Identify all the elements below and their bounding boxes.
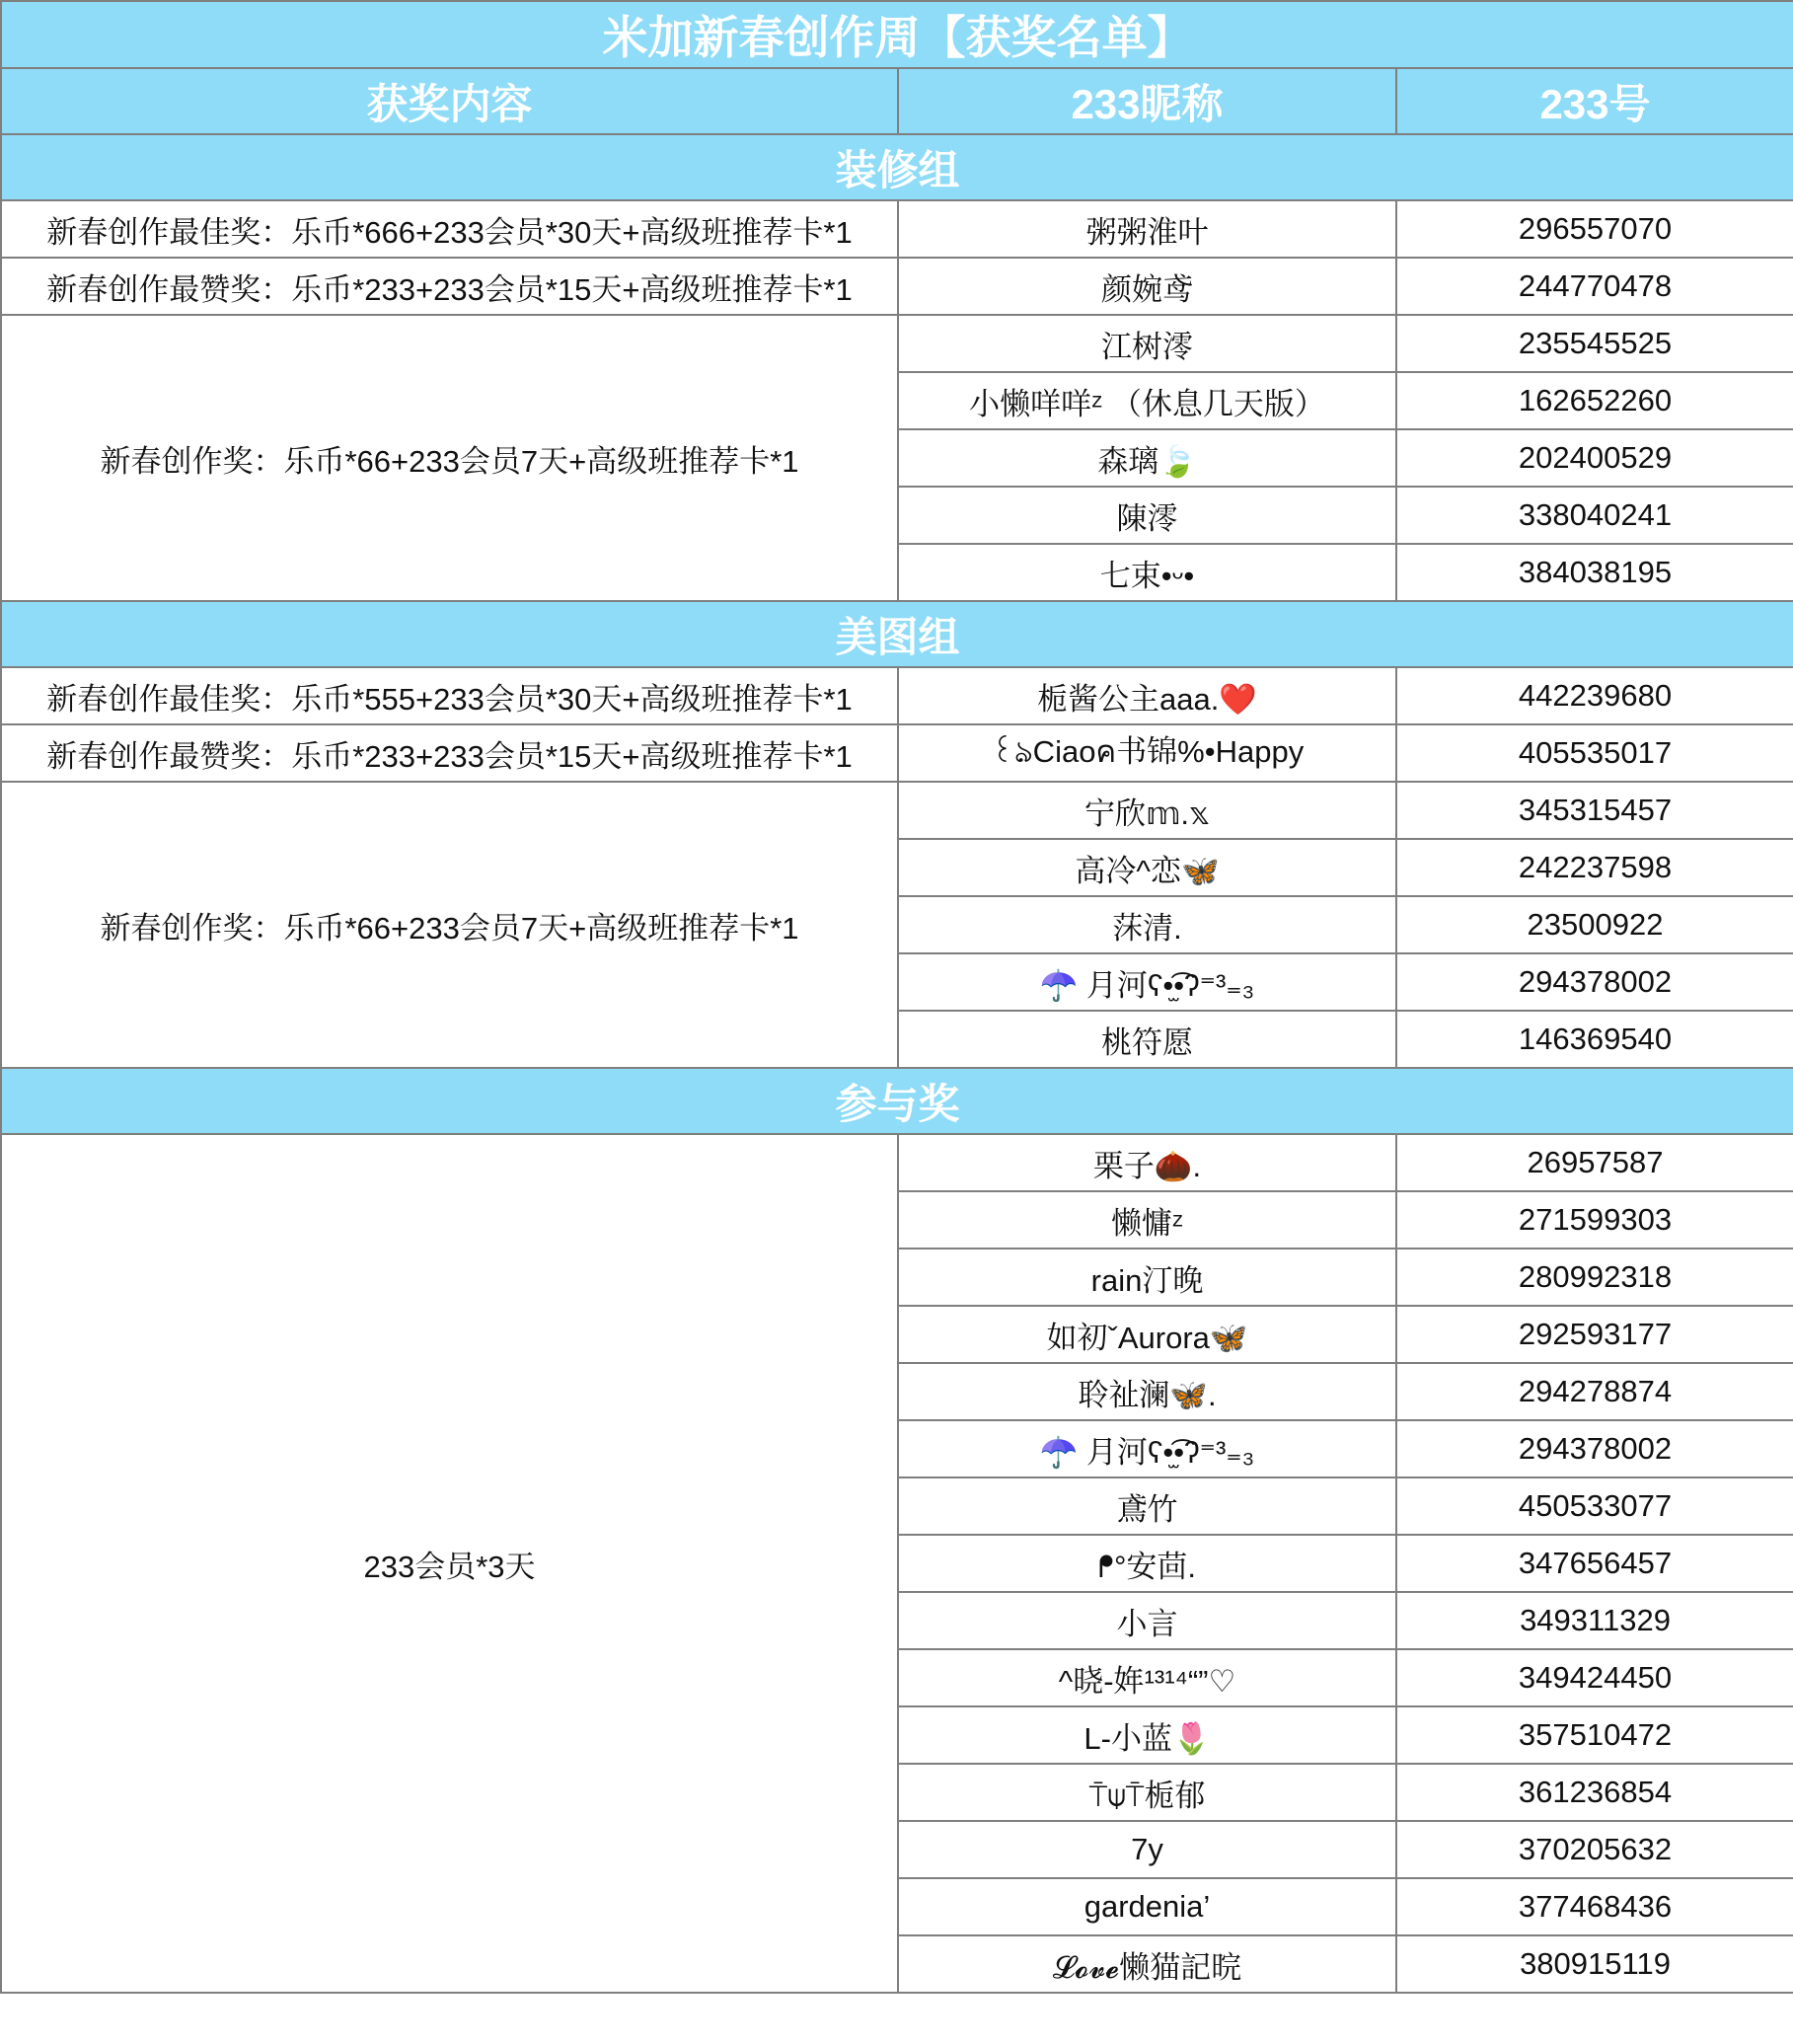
- nickname-cell: gardenia’: [898, 1878, 1396, 1935]
- nickname-cell: 小言: [898, 1592, 1396, 1649]
- nickname-cell: 如初ˇAurora🦋: [898, 1306, 1396, 1363]
- nickname-cell: 鳶竹: [898, 1477, 1396, 1535]
- nickname-cell: 宁欣𝕞.𝕩: [898, 782, 1396, 839]
- id-cell: 405535017: [1396, 724, 1793, 782]
- table-row: [1, 315, 1793, 372]
- id-cell: 244770478: [1396, 258, 1793, 315]
- group-title: 参与奖: [1, 1068, 1793, 1134]
- nickname-cell: ☂️ 月河ʕ•̫͡•ʔ⁼³₌₃: [898, 1420, 1396, 1477]
- id-cell: 146369540: [1396, 1011, 1793, 1068]
- id-cell: 384038195: [1396, 544, 1793, 601]
- nickname-cell: 七束•ᵕ•: [898, 544, 1396, 601]
- id-cell: 338040241: [1396, 487, 1793, 544]
- prize-cell: 新春创作最佳奖：乐币*555+233会员*30天+高级班推荐卡*1: [1, 667, 898, 724]
- id-cell: 162652260: [1396, 372, 1793, 429]
- nickname-cell: 粥粥淮叶: [898, 200, 1396, 258]
- id-cell: 202400529: [1396, 429, 1793, 487]
- group-row: [1, 601, 1793, 667]
- id-cell: 280992318: [1396, 1249, 1793, 1306]
- id-cell: 296557070: [1396, 200, 1793, 258]
- nickname-cell: rain汀晚: [898, 1249, 1396, 1306]
- id-cell: 361236854: [1396, 1764, 1793, 1821]
- group-row: [1, 1068, 1793, 1134]
- id-cell: 347656457: [1396, 1535, 1793, 1592]
- group-row: [1, 134, 1793, 200]
- nickname-cell: ⍑⍦⍑栀郁: [898, 1764, 1396, 1821]
- header-row: [1, 68, 1793, 134]
- id-cell: 292593177: [1396, 1306, 1793, 1363]
- nickname-cell: 森璃🍃: [898, 429, 1396, 487]
- header-id: 233号: [1396, 68, 1793, 134]
- table-row: [1, 200, 1793, 258]
- prize-cell: 233会员*3天: [1, 1134, 898, 1993]
- id-cell: 294378002: [1396, 1420, 1793, 1477]
- nickname-cell: 栀酱公主aaa.❤️: [898, 667, 1396, 724]
- table-row: [1, 667, 1793, 724]
- id-cell: 26957587: [1396, 1134, 1793, 1191]
- nickname-cell: 莯清.: [898, 896, 1396, 953]
- table-row: [1, 724, 1793, 782]
- prize-cell: 新春创作最赞奖：乐币*233+233会员*15天+高级班推荐卡*1: [1, 724, 898, 782]
- prize-cell: 新春创作奖：乐币*66+233会员7天+高级班推荐卡*1: [1, 782, 898, 1068]
- id-cell: 370205632: [1396, 1821, 1793, 1878]
- title-row: [1, 1, 1793, 68]
- prize-cell: 新春创作最赞奖：乐币*233+233会员*15天+高级班推荐卡*1: [1, 258, 898, 315]
- table-row: [1, 258, 1793, 315]
- nickname-cell: 懒慵ᶻ: [898, 1191, 1396, 1249]
- id-cell: 242237598: [1396, 839, 1793, 896]
- nickname-cell: 陳澪: [898, 487, 1396, 544]
- id-cell: 377468436: [1396, 1878, 1793, 1935]
- group-title: 装修组: [1, 134, 1793, 200]
- id-cell: 345315457: [1396, 782, 1793, 839]
- group-title: 美图组: [1, 601, 1793, 667]
- id-cell: 450533077: [1396, 1477, 1793, 1535]
- nickname-cell: 小懒咩咩ᶻ （休息几天版）: [898, 372, 1396, 429]
- id-cell: 294278874: [1396, 1363, 1793, 1420]
- table-row: [1, 1134, 1793, 1191]
- nickname-cell: L-小蓝🌷: [898, 1706, 1396, 1764]
- table-row: [1, 782, 1793, 839]
- nickname-cell: 栗子🌰.: [898, 1134, 1396, 1191]
- nickname-cell: ☂️ 月河ʕ•̫͡•ʔ⁼³₌₃: [898, 953, 1396, 1011]
- id-cell: 357510472: [1396, 1706, 1793, 1764]
- sheet-title: 米加新春创作周【获奖名单】: [1, 1, 1793, 68]
- id-cell: 442239680: [1396, 667, 1793, 724]
- id-cell: 349311329: [1396, 1592, 1793, 1649]
- prize-cell: 新春创作奖：乐币*66+233会员7天+高级班推荐卡*1: [1, 315, 898, 601]
- nickname-cell: 颜婉鸢: [898, 258, 1396, 315]
- nickname-cell: 7y: [898, 1821, 1396, 1878]
- nickname-cell: 𝓛𝓸𝓿𝓮懒猫記晥: [898, 1935, 1396, 1993]
- prize-cell: 新春创作最佳奖：乐币*666+233会员*30天+高级班推荐卡*1: [1, 200, 898, 258]
- nickname-cell: 江树澪: [898, 315, 1396, 372]
- id-cell: 23500922: [1396, 896, 1793, 953]
- id-cell: 235545525: [1396, 315, 1793, 372]
- header-nickname: 233昵称: [898, 68, 1396, 134]
- nickname-cell: 桃符愿: [898, 1011, 1396, 1068]
- nickname-cell: ^晓-姩¹³¹⁴“”♡: [898, 1649, 1396, 1706]
- id-cell: 380915119: [1396, 1935, 1793, 1993]
- id-cell: 349424450: [1396, 1649, 1793, 1706]
- id-cell: 294378002: [1396, 953, 1793, 1011]
- nickname-cell: ꒰ঌCiaoค书锦%•Happy: [898, 724, 1396, 782]
- nickname-cell: ᖰ°安茴.: [898, 1535, 1396, 1592]
- nickname-cell: 聆祉澜🦋.: [898, 1363, 1396, 1420]
- header-prize: 获奖内容: [1, 68, 898, 134]
- id-cell: 271599303: [1396, 1191, 1793, 1249]
- nickname-cell: 高冷^恋🦋: [898, 839, 1396, 896]
